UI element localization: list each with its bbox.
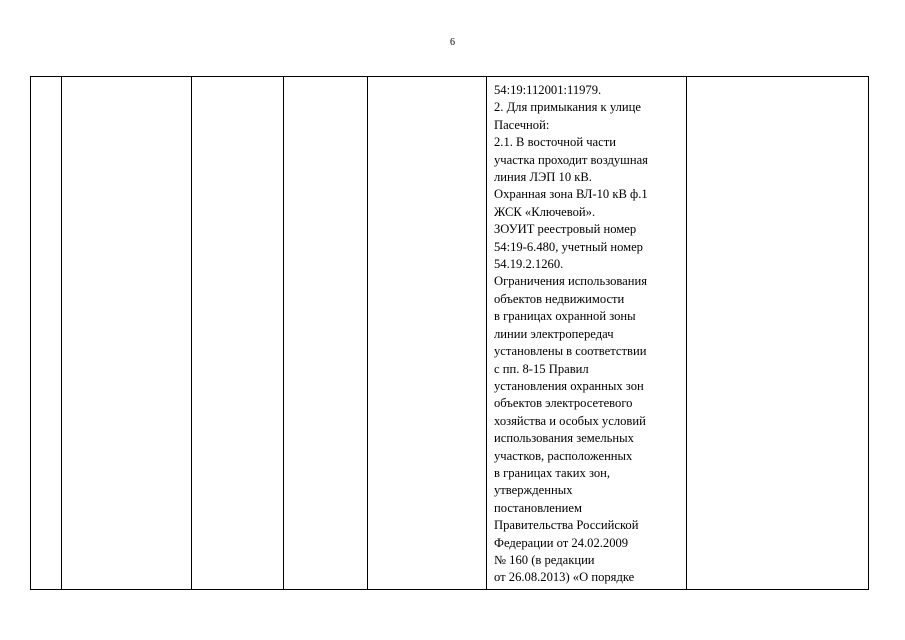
- cell-text: [687, 77, 868, 82]
- cell-text: [368, 77, 486, 82]
- cell-line: утвержденных: [494, 483, 573, 498]
- table-cell-5: [368, 77, 487, 590]
- cell-line: использования земельных: [494, 431, 634, 446]
- cell-line: хозяйства и особых условий: [494, 413, 646, 428]
- cell-line: в границах охранной зоны: [494, 309, 636, 324]
- cell-line: установления охранных зон: [494, 378, 644, 393]
- cell-line: Правительства Российской: [494, 518, 639, 533]
- page-number: 6: [450, 37, 455, 48]
- table-cell-6: [487, 77, 687, 590]
- cell-line: постановлением: [494, 500, 582, 515]
- cell-line: Ограничения использования: [494, 274, 648, 289]
- cell-line: ЖСК «Ключевой».: [494, 204, 596, 219]
- cell-line: Федерации от 24.02.2009: [494, 535, 629, 550]
- table-cell-7: [687, 77, 869, 590]
- cell-line: линия ЛЭП 10 кВ.: [494, 170, 592, 185]
- table-cell-2: [62, 77, 192, 590]
- cell-text: [284, 77, 367, 82]
- cell-line: ЗОУИТ реестровый номер: [494, 222, 637, 237]
- cell-line: от 26.08.2013) «О порядке: [494, 570, 635, 585]
- cell-line: 54.19.2.1260.: [494, 257, 564, 272]
- cell-line: 2. Для примыкания к улице: [494, 100, 641, 115]
- cell-line: 2.1. В восточной части: [494, 135, 616, 150]
- table-cell-4: [284, 77, 368, 590]
- cell-line: Охранная зона ВЛ-10 кВ ф.1: [494, 187, 648, 202]
- cell-line: участков, расположенных: [494, 448, 633, 463]
- cell-text: [31, 77, 61, 82]
- cell-line: Пасечной:: [494, 117, 550, 132]
- cell-text: [62, 77, 191, 82]
- cell-line: объектов электросетевого: [494, 396, 633, 411]
- document-table: [30, 76, 869, 590]
- cell-line: установлены в соответствии: [494, 344, 647, 359]
- cell-line: объектов недвижимости: [494, 291, 625, 306]
- table-row: [31, 77, 869, 590]
- cell-line: в границах таких зон,: [494, 465, 611, 480]
- cell-text: [487, 77, 686, 587]
- cell-line: с пп. 8-15 Правил: [494, 361, 589, 376]
- cell-line: № 160 (в редакции: [494, 552, 595, 567]
- cell-line: 54:19:112001:11979.: [494, 83, 602, 97]
- table-cell-3: [192, 77, 284, 590]
- cell-line: 54:19-6.480, учетный номер: [494, 239, 643, 254]
- cell-line: участка проходит воздушная: [494, 152, 648, 167]
- cell-line: линии электропередач: [494, 326, 614, 341]
- cell-text: [192, 77, 283, 82]
- table-cell-1: [31, 77, 62, 590]
